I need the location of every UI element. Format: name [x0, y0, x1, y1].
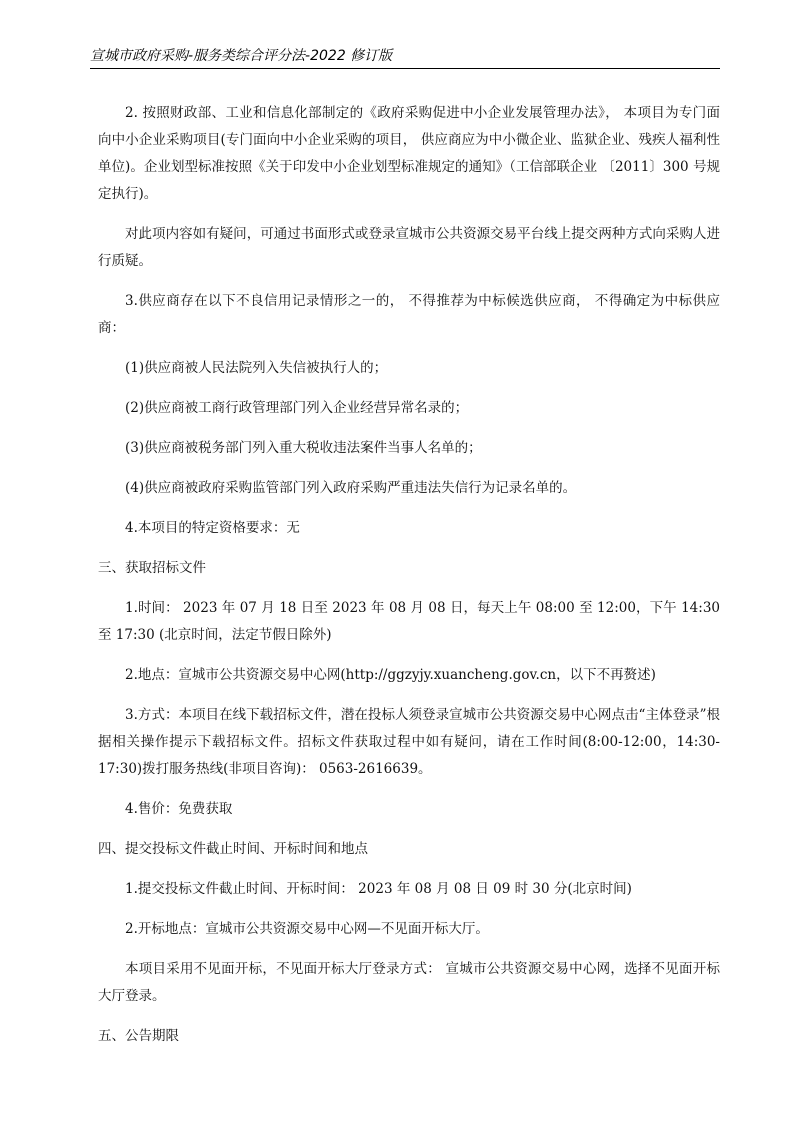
section-heading: 四、提交投标文件截止时间、开标时间和地点 — [98, 841, 368, 857]
paragraph: 2.开标地点：宣城市公共资源交易中心网—不见面开标大厅。 — [125, 921, 489, 937]
paragraph: 1.提交投标文件截止时间、开标时间： 2023 年 08 月 08 日 09 时 30 分(北京时间) — [125, 881, 632, 897]
paragraph: 4.售价：免费获取 — [125, 801, 233, 817]
paragraph: 3.供应商存在以下不良信用记录情形之一的， 不得推荐为中标候选供应商， 不得确定为中标供应商： — [98, 293, 720, 336]
document-body — [98, 100, 720, 1063]
section-heading: 五、公告期限 — [98, 1028, 179, 1044]
list-item: (3)供应商被税务部门列入重大税收违法案件当事人名单的； — [125, 440, 482, 456]
paragraph: 本项目采用不见面开标，不见面开标大厅登录方式： 宣城市公共资源交易中心网，选择不见面开标大厅登录。 — [98, 961, 720, 1004]
paragraph: 1.时间： 2023 年 07 月 18 日至 2023 年 08 月 08 日，每天上午 08:00 至 12:00，下午 14:30 至 17:30 (北京时间，法定节假日除外) — [98, 600, 720, 643]
list-item: (2)供应商被工商行政管理部门列入企业经营异常名录的； — [125, 400, 469, 416]
page-header — [90, 46, 720, 69]
list-item: (4)供应商被政府采购监管部门列入政府采购严重违法失信行为记录名单的。 — [125, 480, 577, 496]
paragraph: 4.本项目的特定资格要求：无 — [125, 520, 300, 536]
list-item: (1)供应商被人民法院列入失信被执行人的； — [125, 360, 388, 376]
paragraph: 2. 按照财政部、工业和信息化部制定的《政府采购促进中小企业发展管理办法》， 本项目为专门面向中小企业采购项目(专门面向中小企业采购的项目， 供应商应为中小微企业、监狱企业、残疾人福利性单位)。企业划型标准按照《关于印发中小企业划型标准规定的通知》（工信部联企业 〔2011〕300 号规定执行)。 — [98, 105, 720, 202]
header-title: 宣城市政府采购-服务类综合评分法-2022 修订版 — [90, 48, 393, 64]
paragraph: 2.地点：宣城市公共资源交易中心网(http://ggzyjy.xuancheng.gov.cn，以下不再赘述) — [125, 667, 656, 683]
paragraph: 对此项内容如有疑问，可通过书面形式或登录宣城市公共资源交易平台线上提交两种方式向采购人进行质疑。 — [98, 226, 720, 269]
paragraph: 3.方式：本项目在线下载招标文件，潜在投标人须登录宣城市公共资源交易中心网点击“主体登录”根据相关操作提示下载招标文件。招标文件获取过程中如有疑问，请在工作时间(8:00-12:00，14:30-17:30)拨打服务热线(非项目咨询)： 0563-2616639。 — [98, 707, 720, 777]
section-heading: 三、获取招标文件 — [98, 560, 206, 576]
